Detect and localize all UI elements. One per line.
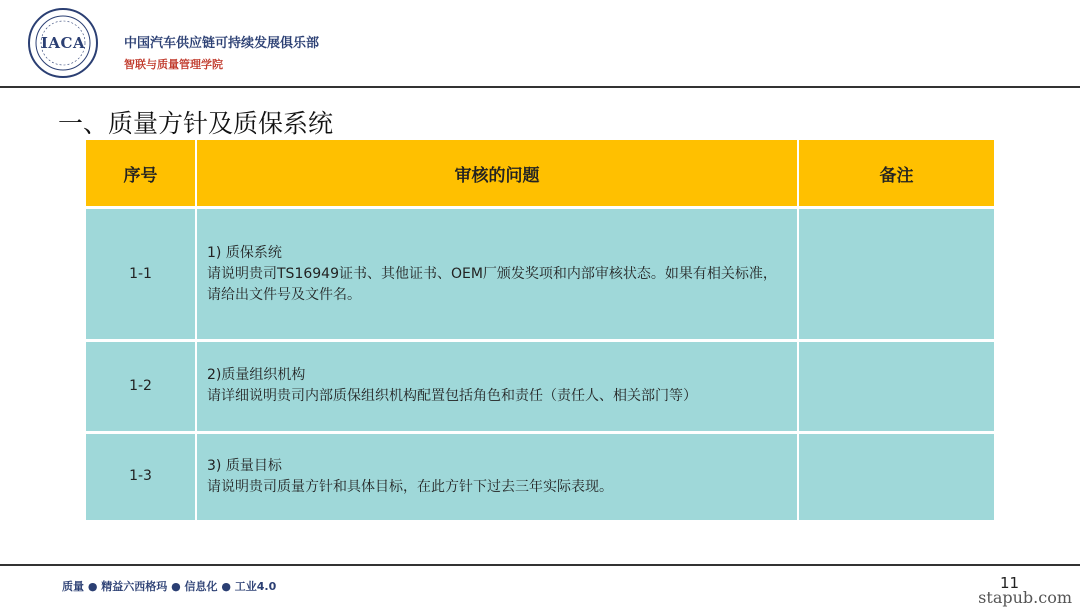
question-body: 请详细说明贵司内部质保组织机构配置包括角色和责任（责任人、相关部门等） (207, 388, 697, 405)
remarks-cell (798, 341, 994, 432)
watermark: stapub.com (978, 588, 1072, 607)
iaca-logo (28, 8, 98, 78)
question-title: 1) 质保系统 (207, 244, 282, 261)
question-body: 请说明贵司质量方针和具体目标，在此方针下过去三年实际表现。 (207, 478, 613, 495)
logo-text: IACA (40, 34, 86, 52)
row-number: 1-1 (86, 208, 196, 341)
question-cell (196, 432, 798, 520)
remarks-cell (798, 432, 994, 520)
column-header-number: 序号 (86, 140, 196, 208)
question-title: 2)质量组织机构 (207, 367, 306, 384)
row-number: 1-3 (86, 432, 196, 520)
row-number: 1-2 (86, 341, 196, 432)
audit-table (86, 140, 994, 520)
question-title: 3) 质量目标 (207, 457, 282, 474)
footer-tagline: 质量 ● 精益六西格玛 ● 信息化 ● 工业4.0 (62, 580, 277, 593)
page-number: 11 (1000, 574, 1020, 592)
question-cell (196, 208, 798, 341)
org-name: 中国汽车供应链可持续发展俱乐部 (124, 36, 320, 51)
table-row (86, 432, 994, 520)
page-header (0, 0, 1080, 88)
remarks-cell (798, 208, 994, 341)
header-divider (0, 86, 1080, 88)
footer-divider (0, 564, 1080, 566)
column-header-question: 审核的问题 (196, 140, 798, 208)
org-subtitle: 智联与质量管理学院 (124, 58, 223, 71)
table-row (86, 208, 994, 341)
section-title: 一、质量方针及质保系统 (58, 109, 334, 138)
table-header-row (86, 140, 994, 208)
column-header-remarks: 备注 (798, 140, 994, 208)
question-cell (196, 341, 798, 432)
table-row (86, 341, 994, 432)
question-body: 请说明贵司TS16949证书、其他证书、OEM厂颁发奖项和内部审核状态。如果有相关标准，请给出文件号及文件名。 (207, 265, 777, 303)
